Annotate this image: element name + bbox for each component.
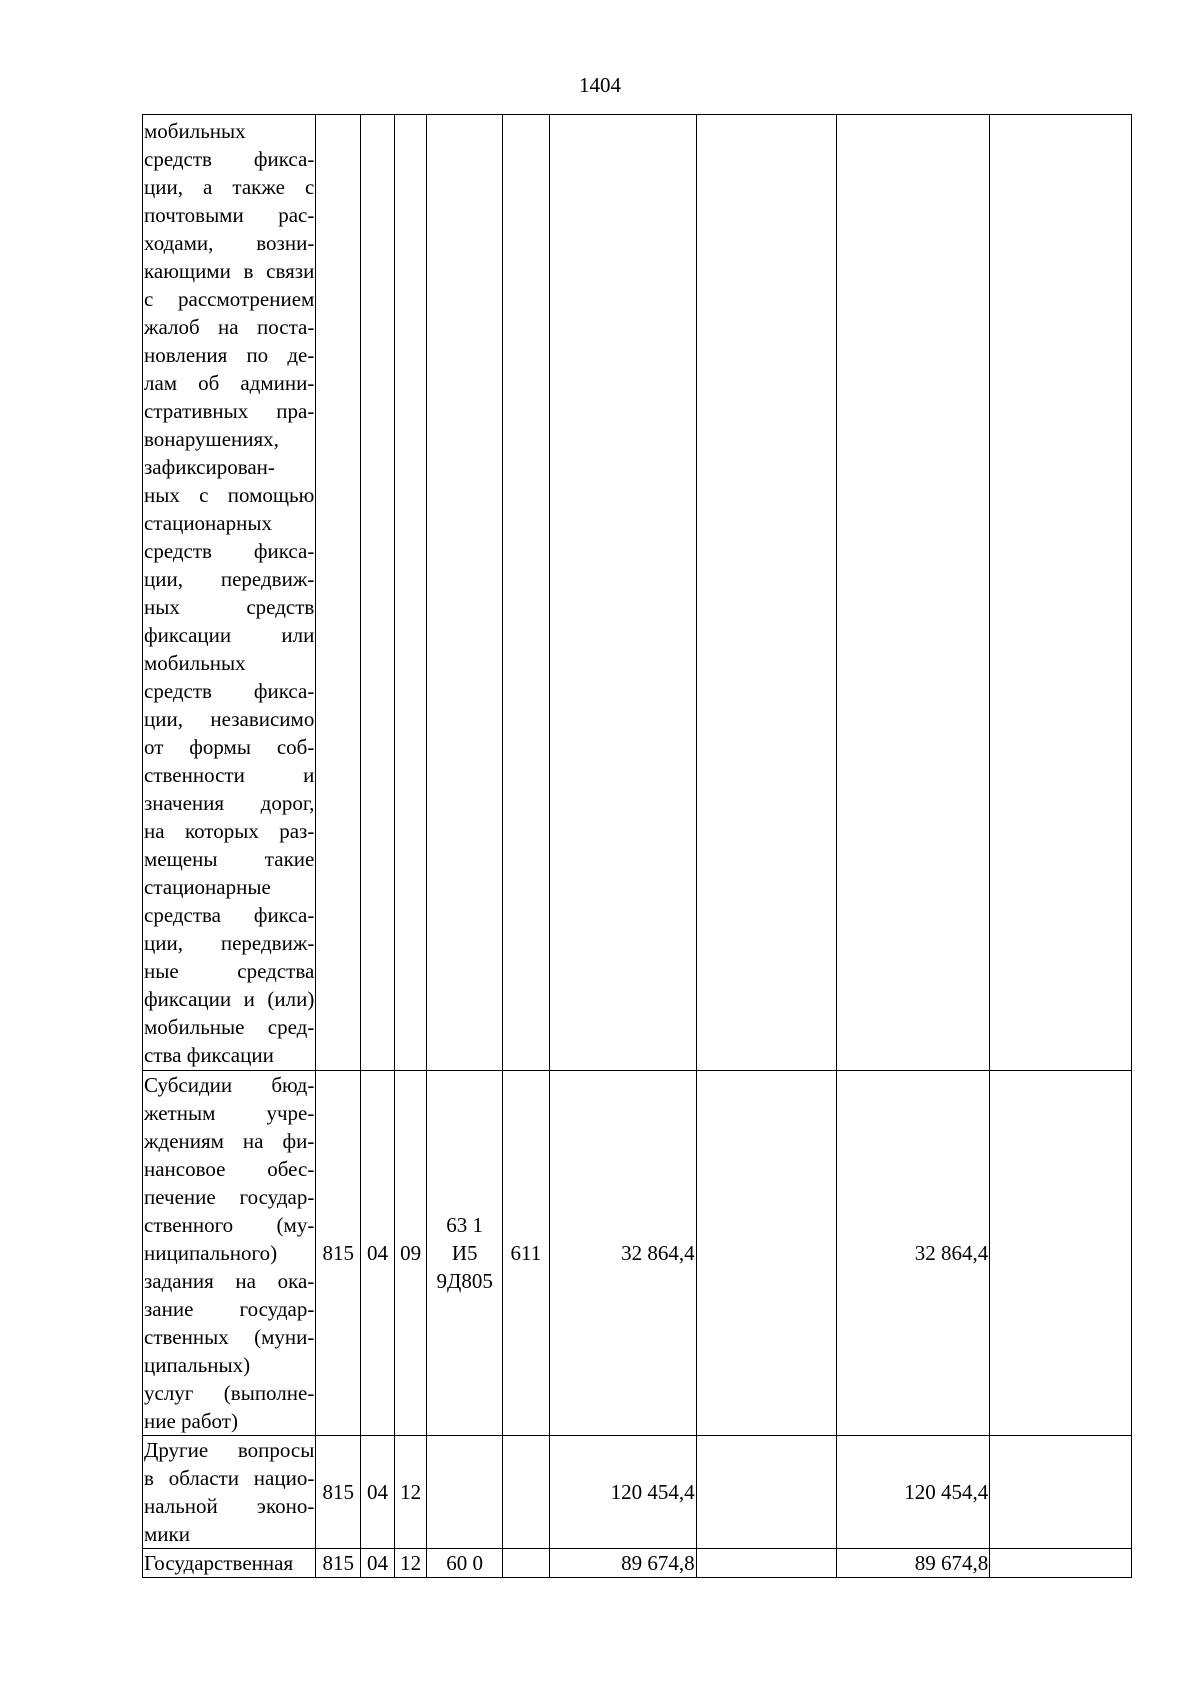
pr-cell [394,115,427,1071]
sum-federal-cell [696,1436,837,1549]
sum-total-cell [549,115,696,1071]
rz-cell [361,115,395,1071]
budget-table [142,114,1132,1578]
pr-cell: 09 [394,1071,427,1436]
rz-cell: 04 [361,1071,395,1436]
grbs-cell: 815 [316,1436,361,1549]
sum-regional-cell [837,115,990,1071]
sum-total-cell: 32 864,4 [549,1071,696,1436]
sum-regional-cell: 32 864,4 [837,1071,990,1436]
sum-federal-cell [696,1071,837,1436]
table-row [143,1436,1132,1549]
csr-cell: 60 0 [427,1549,502,1578]
page-number: 1404 [579,73,621,97]
table-row [143,1071,1132,1436]
csr-cell [427,115,502,1071]
vr-cell [502,1549,549,1578]
sum-federal-cell [696,1549,837,1578]
sum-regional-cell: 89 674,8 [837,1549,990,1578]
row-name-cell: мобильных средств фикса- ции, а также с почтовыми рас- ходами, возни- кающими в связи с рассмотрением жалоб на поста- новления по де- лам об админи- стративных пра- вонарушениях, зафиксирован- ных с помощью стационарных средств фикса- ции, передвиж- ных средств фиксации или мобильных средств фикса- ции, независимо от формы соб- ственности и значения дорог, на которых раз- мещены такие стационарные средства фикса- ции, передвиж- ные средства фиксации и (или) мобильные сред- ства фиксации [143,115,316,1071]
grbs-cell [316,115,361,1071]
csr-cell: 63 1 И5 9Д805 [427,1071,502,1436]
csr-cell [427,1436,502,1549]
pr-cell: 12 [394,1549,427,1578]
row-name-cell: Другие вопросы в области нацио- нальной эконо- мики [143,1436,316,1549]
vr-cell: 611 [502,1071,549,1436]
sum-other-cell [990,1071,1132,1436]
sum-total-cell: 89 674,8 [549,1549,696,1578]
sum-other-cell [990,115,1132,1071]
sum-federal-cell [696,115,837,1071]
sum-total-cell: 120 454,4 [549,1436,696,1549]
rz-cell: 04 [361,1436,395,1549]
grbs-cell: 815 [316,1071,361,1436]
pr-cell: 12 [394,1436,427,1549]
vr-cell [502,1436,549,1549]
sum-other-cell [990,1549,1132,1578]
row-name-cell: Субсидии бюд- жетным учре- ждениям на фи- нансовое обес- печение государ- ственного (му- ниципального) задания на ока- зание государ- ственных (муни- ципальных) услуг (выполне- ние работ) [143,1071,316,1436]
row-name-cell: Государственная [143,1549,316,1578]
grbs-cell: 815 [316,1549,361,1578]
rz-cell: 04 [361,1549,395,1578]
table-row [143,1549,1132,1578]
sum-regional-cell: 120 454,4 [837,1436,990,1549]
sum-other-cell [990,1436,1132,1549]
vr-cell [502,115,549,1071]
table-row [143,115,1132,1071]
